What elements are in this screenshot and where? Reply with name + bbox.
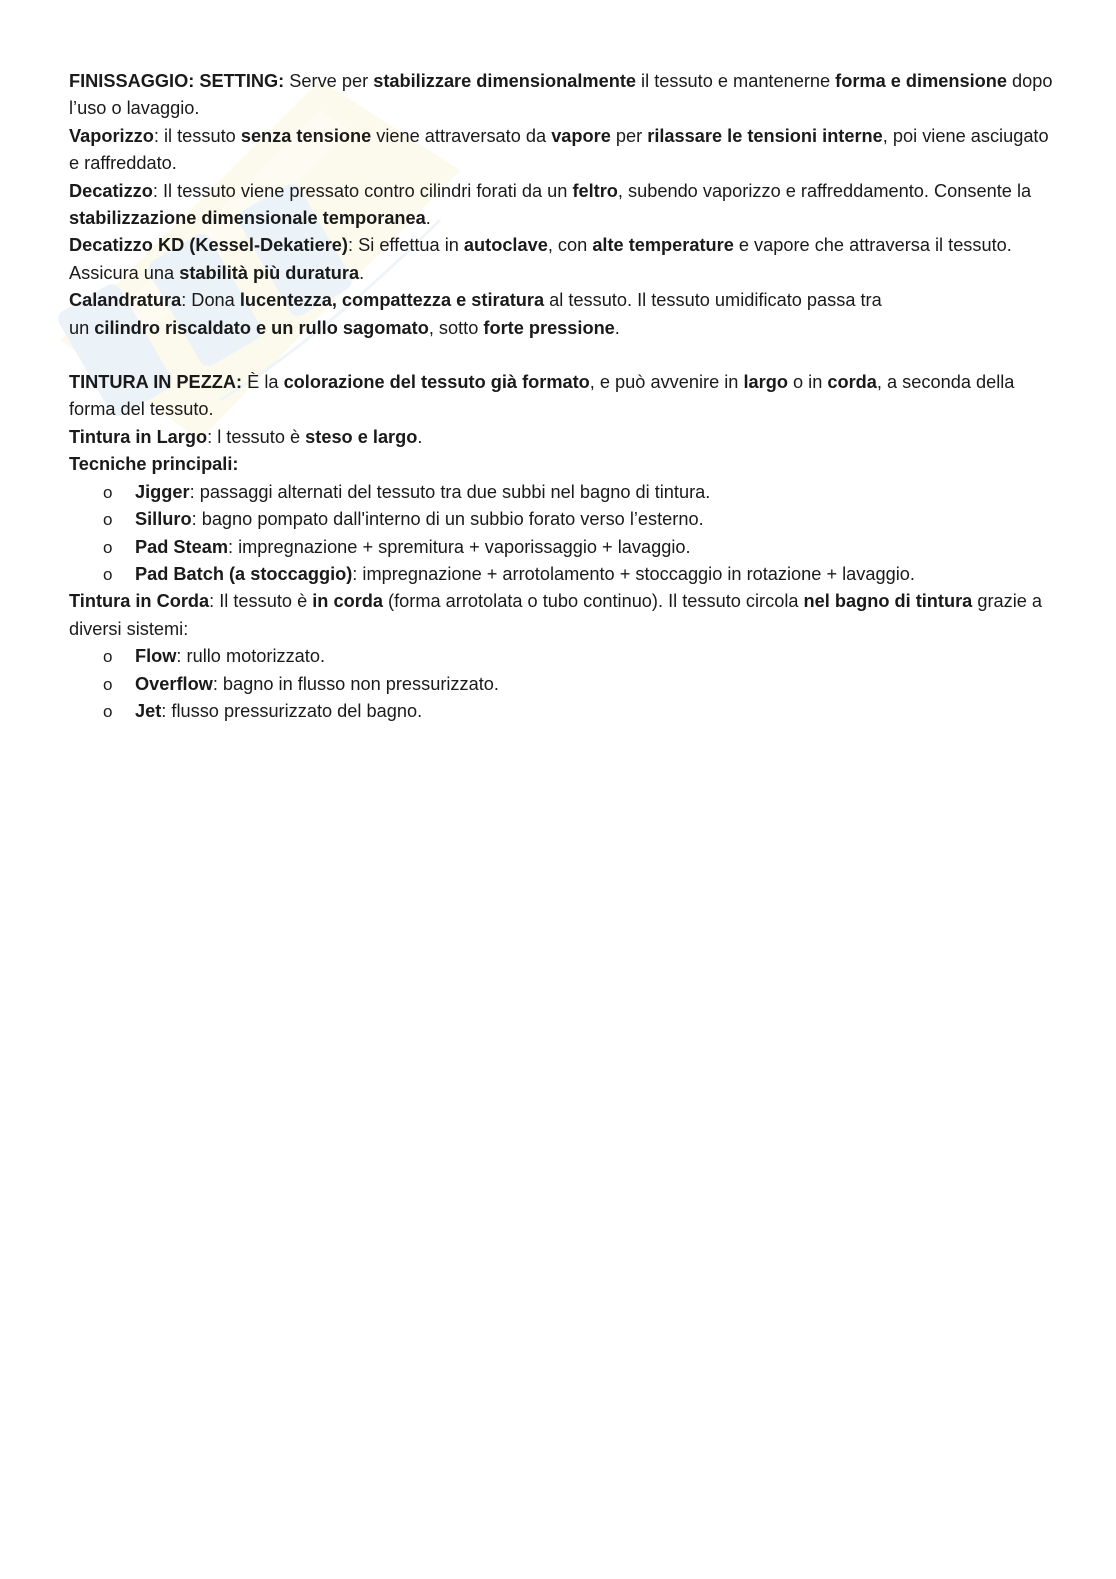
- bold-run: steso e largo: [305, 426, 418, 447]
- paragraph-calandratura: [69, 287, 1054, 342]
- text-run: o in: [787, 372, 828, 393]
- paragraph-decatizzo: [69, 178, 1054, 233]
- text-run: , subendo vaporizzo e raffreddamento. Consente la: [617, 180, 1032, 201]
- text-run: grazie a diversi sistemi:: [69, 591, 1043, 639]
- bold-run: forte pressione: [483, 317, 615, 338]
- bold-run: nel bagno di tintura: [803, 591, 973, 612]
- bold-run: corda: [827, 372, 877, 393]
- text-run: : bagno pompato dall'interno di un subbio forato verso l’esterno.: [191, 509, 704, 530]
- text-run: il tessuto e mantenerne: [636, 71, 836, 91]
- term-calandratura: Calandratura: [69, 290, 182, 311]
- text-run: , a seconda della forma del tessuto.: [69, 372, 1015, 420]
- text-run: , e può avvenire in: [589, 372, 744, 393]
- text-run: : impregnazione + spremitura + vaporissaggio + lavaggio.: [228, 536, 691, 557]
- text-run: : il tessuto: [153, 125, 241, 146]
- bullet-marker: o: [103, 564, 113, 584]
- text-run: , con: [547, 235, 593, 256]
- paragraph-tintura-intro: [69, 369, 1054, 424]
- bold-run: alte temperature: [592, 235, 734, 256]
- bullet-marker: o: [103, 647, 113, 667]
- text-run: viene attraversato da: [371, 125, 552, 146]
- text-run: È la: [242, 372, 284, 393]
- text-run: .: [417, 426, 423, 447]
- list-item: [69, 671, 1054, 698]
- bold-run: senza tensione: [240, 125, 372, 146]
- sistemi-list: [69, 643, 1054, 725]
- text-run: : bagno in flusso non pressurizzato.: [212, 673, 499, 694]
- bold-run: vapore: [551, 125, 611, 146]
- bold-run: autoclave: [463, 235, 548, 256]
- paragraph-tintura-corda: [69, 588, 1054, 643]
- tecniche-list: [69, 479, 1054, 589]
- term-tintura-in-corda: Tintura in Corda: [69, 591, 210, 612]
- bold-run: in corda: [312, 591, 383, 612]
- text-run: : Si effettua in: [347, 235, 464, 256]
- paragraph-tintura-largo: [69, 424, 1054, 451]
- bold-run: Jet: [135, 700, 162, 721]
- heading-tintura-in-pezza: TINTURA IN PEZZA:: [69, 372, 243, 393]
- text-run: un: [69, 317, 95, 338]
- bullet-marker: o: [103, 482, 113, 502]
- text-run: , sotto: [428, 317, 484, 338]
- term-decatizzo: Decatizzo: [69, 180, 153, 201]
- text-run: e vapore che attraversa il tessuto. Assicura una: [69, 235, 1012, 283]
- text-run: : l tessuto è: [207, 426, 306, 447]
- bullet-marker: o: [103, 537, 113, 557]
- paragraph-decatizzo-kd: [69, 232, 1054, 287]
- text-run: : Dona: [181, 290, 240, 311]
- bullet-marker: o: [103, 674, 113, 694]
- bold-run: Pad Batch (a stoccaggio): [135, 563, 353, 584]
- bold-run: feltro: [572, 180, 618, 201]
- paragraph-vaporizzo: [69, 123, 1054, 178]
- bold-run: Overflow: [135, 673, 213, 694]
- tecniche-heading: [69, 451, 1054, 478]
- text-run: .: [614, 317, 620, 338]
- text-run: al tessuto. Il tessuto umidificato passa tra: [544, 290, 882, 311]
- term-tintura-in-largo: Tintura in Largo: [69, 426, 208, 447]
- bold-run: forma e dimensione: [835, 71, 1007, 91]
- list-item: [69, 534, 1054, 561]
- text-run: : Il tessuto viene pressato contro cilindri forati da un: [152, 180, 573, 201]
- bold-run: stabilizzare dimensionalmente: [373, 71, 636, 91]
- text-run: , poi viene asciugato e raffreddato.: [69, 125, 1049, 174]
- bold-run: stabilità più duratura: [179, 262, 360, 283]
- list-item: [69, 698, 1054, 725]
- paragraph-setting: [69, 68, 1054, 123]
- text-run: .: [359, 262, 365, 283]
- bold-run: Pad Steam: [135, 536, 228, 557]
- text-run: .: [425, 208, 431, 229]
- text-run: dopo l’uso o lavaggio.: [69, 71, 1053, 119]
- list-item: [69, 643, 1054, 670]
- bullet-marker: o: [103, 510, 113, 530]
- text-run: (forma arrotolata o tubo continuo). Il tessuto circola: [383, 591, 804, 612]
- text-run: : passaggi alternati del tessuto tra due subbi nel bagno di tintura.: [189, 481, 711, 502]
- bold-run: Flow: [135, 646, 177, 667]
- bold-run: colorazione del tessuto già formato: [283, 372, 590, 393]
- document-page: [69, 68, 1054, 725]
- list-item: [69, 561, 1054, 588]
- heading-tecniche-principali: Tecniche principali:: [69, 454, 239, 475]
- bold-run: stabilizzazione dimensionale temporanea: [69, 208, 426, 229]
- bold-run: Jigger: [135, 481, 190, 502]
- text-run: per: [610, 125, 648, 146]
- heading-finissaggio-setting: FINISSAGGIO: SETTING:: [69, 71, 285, 91]
- text-run: Serve per: [284, 71, 374, 91]
- text-run: : rullo motorizzato.: [176, 646, 326, 667]
- bold-run: Silluro: [135, 509, 192, 530]
- paragraph-gap: [69, 342, 1054, 369]
- list-item: [69, 479, 1054, 506]
- list-item: [69, 506, 1054, 533]
- term-vaporizzo: Vaporizzo: [69, 125, 154, 146]
- text-run: : Il tessuto è: [209, 591, 313, 612]
- term-decatizzo-kd: Decatizzo KD (Kessel-Dekatiere): [69, 235, 348, 256]
- bullet-marker: o: [103, 701, 113, 721]
- text-run: : flusso pressurizzato del bagno.: [161, 700, 423, 721]
- bold-run: cilindro riscaldato e un rullo sagomato: [94, 317, 429, 338]
- text-run: : impregnazione + arrotolamento + stoccaggio in rotazione + lavaggio.: [352, 563, 915, 584]
- bold-run: largo: [743, 372, 788, 393]
- bold-run: lucentezza, compattezza e stiratura: [239, 290, 545, 311]
- bold-run: rilassare le tensioni interne: [647, 125, 883, 146]
